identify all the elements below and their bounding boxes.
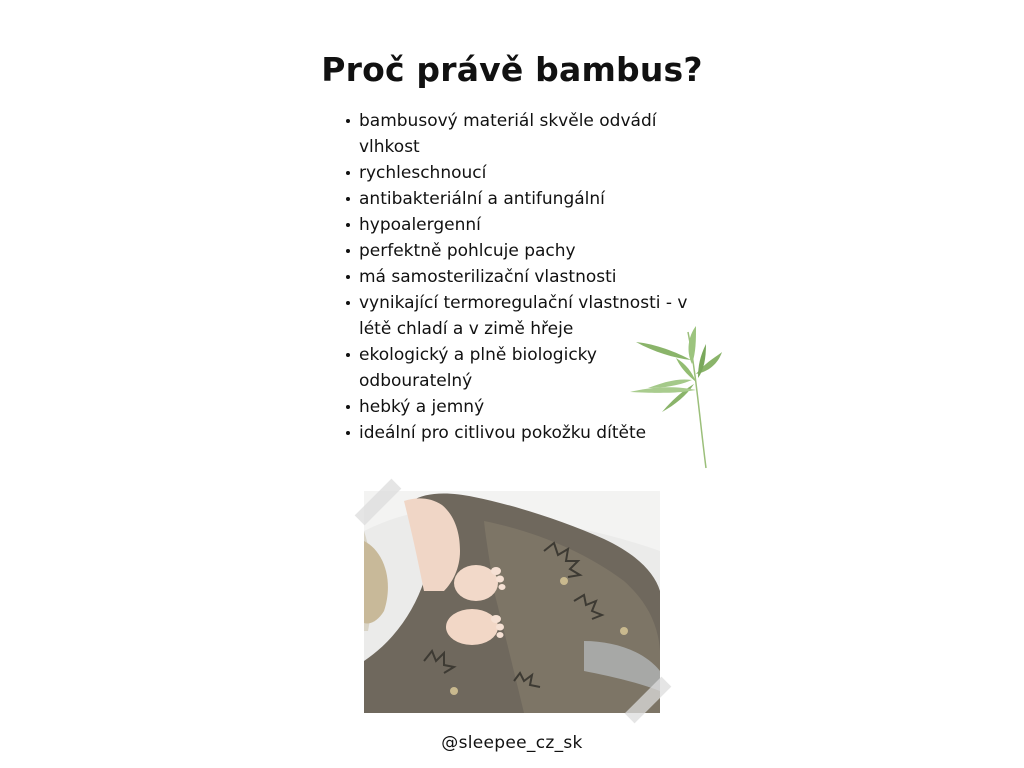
page-title: Proč právě bambus?	[321, 50, 703, 90]
social-handle: @sleepee_cz_sk	[441, 733, 583, 753]
benefit-item: rychleschnoucí	[346, 160, 696, 186]
benefit-item: má samosterilizační vlastnosti	[346, 264, 696, 290]
bamboo-sprig-icon	[626, 322, 726, 472]
benefit-item: vynikající termoregulační vlastnosti - v létě chladí a v zimě hřeje	[346, 290, 696, 342]
benefit-item: bambusový materiál skvěle odvádí vlhkost	[346, 108, 696, 160]
benefit-item: ideální pro citlivou pokožku dítěte	[346, 420, 696, 446]
baby-feet-photo-frame	[364, 491, 660, 713]
benefit-item: hebký a jemný	[346, 394, 696, 420]
benefit-item: antibakteriální a antifungální	[346, 186, 696, 212]
baby-feet-photo	[364, 491, 660, 713]
benefit-item: ekologický a plně biologicky odbouratelný	[346, 342, 696, 394]
benefit-item: hypoalergenní	[346, 212, 696, 238]
benefit-item: perfektně pohlcuje pachy	[346, 238, 696, 264]
